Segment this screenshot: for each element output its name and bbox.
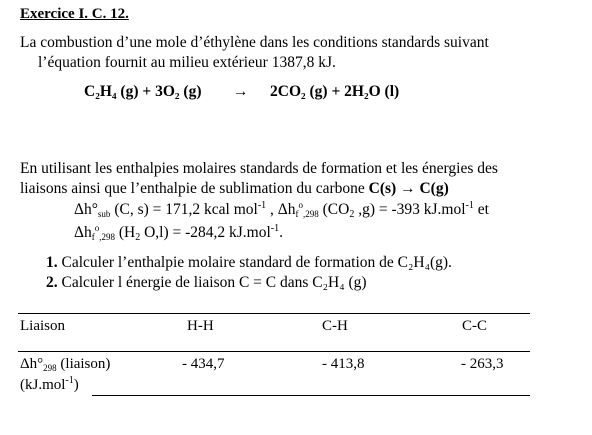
dhf-f-subscript: f	[91, 232, 95, 242]
h2o-value: O,l) = -284,2 kJ.mol	[140, 224, 271, 241]
table-header-cc: C-C	[462, 318, 488, 334]
row-label-unit: (kJ.mol	[20, 377, 66, 393]
dh-sub-subscript: sub	[97, 209, 111, 219]
paragraph-line-1: En utilisant les enthalpies molaires standards de formation et les énergies des	[20, 160, 498, 177]
table-cell-hh-value: - 434,7	[182, 356, 225, 372]
paragraph-line-2	[20, 180, 449, 198]
dh-sub-symbol: Δh°	[74, 201, 98, 218]
question-number: 2.	[46, 274, 58, 291]
row-label-close: )	[73, 377, 79, 393]
row-label-exponent: -1	[65, 375, 74, 386]
question-number: 1.	[46, 254, 58, 271]
dhf-symbol: Δh	[74, 224, 92, 241]
unit-exponent: -1	[465, 200, 474, 211]
unit-exponent: -1	[270, 223, 280, 234]
exercise-title: Exercice I. C. 12.	[20, 6, 129, 22]
dhf-degree: o	[298, 200, 303, 210]
data-line-2	[74, 224, 283, 242]
table-header-rule	[18, 351, 530, 352]
table-row-label-line-2	[20, 377, 79, 394]
table-cell-ch-value: - 413,8	[322, 356, 365, 372]
equation-arrow: →	[233, 83, 249, 100]
co2-subscript: 2	[349, 209, 355, 220]
table-header-liaison: Liaison	[20, 318, 65, 334]
table-bottom-rule	[92, 395, 530, 396]
row-label-symbol: Δh°	[20, 356, 44, 372]
unit-exponent: -1	[257, 200, 267, 211]
equation-lhs: C₂H₄ (g) + 3O₂ (g)	[84, 83, 202, 100]
dhf-degree: o	[94, 223, 100, 233]
paragraph-line-2-text: liaisons ainsi que l’enthalpie de sublimation du carbone	[20, 180, 369, 197]
sublimation-equation: C(s) → C(g)	[368, 180, 449, 197]
question-text: Calculer l’enthalpie molaire standard de formation de C₂H₄(g).	[61, 254, 452, 271]
dhf-temp-subscript: ,298	[303, 209, 319, 219]
table-header-ch: C-H	[322, 318, 348, 334]
data-line-1	[74, 201, 489, 219]
table-cell-cc-value: - 263,3	[461, 356, 504, 372]
row-label-text: (liaison)	[56, 356, 111, 372]
dh-sub-value: (C, s) = 171,2 kcal mol	[110, 201, 258, 218]
h2o-subscript: 2	[135, 232, 141, 243]
co2-value: ,g) = -393 kJ.mol	[354, 201, 466, 218]
h2o-label: (H	[114, 224, 136, 241]
table-row-label-line-1	[20, 356, 110, 373]
table-header-hh: H-H	[187, 318, 214, 334]
question-1	[46, 254, 452, 272]
question-2	[46, 274, 367, 292]
equation-rhs: 2CO₂ (g) + 2H₂O (l)	[270, 83, 400, 100]
row-label-subscript: 298	[43, 363, 57, 373]
table-top-rule	[18, 313, 530, 314]
dhf-symbol: , Δh	[266, 201, 296, 218]
question-text: Calculer l énergie de liaison C = C dans C₂H₄ (g)	[61, 274, 367, 291]
intro-line-1: La combustion d’une mole d’éthylène dans les conditions standards suivant	[20, 34, 489, 51]
dhf-f-subscript: f	[295, 209, 299, 219]
period: .	[279, 224, 284, 241]
co2-label: (CO	[318, 201, 350, 218]
dhf-temp-subscript: ,298	[99, 232, 115, 242]
conjunction: et	[473, 201, 489, 218]
intro-line-2: l’équation fournit au milieu extérieur 1387,8 kJ.	[38, 54, 336, 71]
